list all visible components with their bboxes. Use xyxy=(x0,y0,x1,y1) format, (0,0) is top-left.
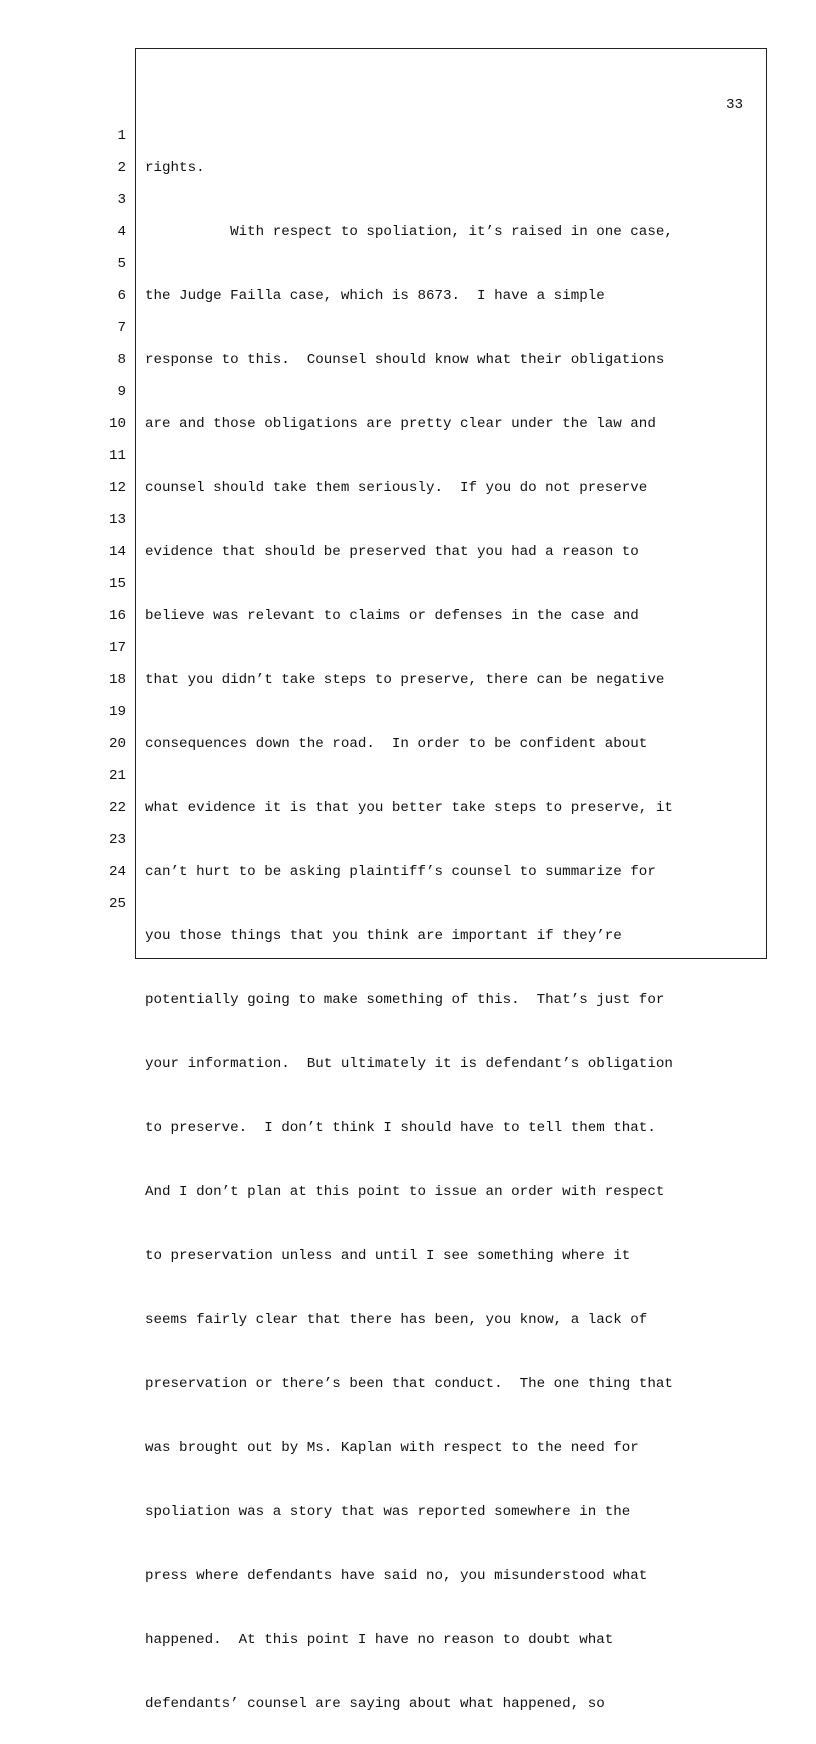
line-number: 9 xyxy=(117,384,126,400)
transcript-line: to preserve. I don’t think I should have to tell them that. xyxy=(145,1120,656,1136)
line-number: 12 xyxy=(108,480,126,496)
line-number: 16 xyxy=(108,608,126,624)
transcript-line: spoliation was a story that was reported somewhere in the xyxy=(145,1504,631,1520)
line-number: 7 xyxy=(117,320,126,336)
transcript-line: are and those obligations are pretty clear under the law and xyxy=(145,416,656,432)
line-number: 18 xyxy=(108,672,126,688)
line-number: 1 xyxy=(117,128,126,144)
transcript-line: preservation or there’s been that conduct. The one thing that xyxy=(145,1376,673,1392)
transcript-line: potentially going to make something of this. That’s just for xyxy=(145,992,665,1008)
transcript-line: And I don’t plan at this point to issue an order with respect xyxy=(145,1184,665,1200)
line-number: 20 xyxy=(108,736,126,752)
line-number: 23 xyxy=(108,832,126,848)
transcript-line: press where defendants have said no, you misunderstood what xyxy=(145,1568,648,1584)
line-number: 17 xyxy=(108,640,126,656)
line-number: 10 xyxy=(108,416,126,432)
line-number: 25 xyxy=(108,896,126,912)
transcript-line: you those things that you think are important if they’re xyxy=(145,928,622,944)
transcript-line: what evidence it is that you better take steps to preserve, it xyxy=(145,800,673,816)
line-number: 3 xyxy=(117,192,126,208)
transcript-line: was brought out by Ms. Kaplan with respect to the need for xyxy=(145,1440,639,1456)
line-number: 11 xyxy=(108,448,126,464)
transcript-line: can’t hurt to be asking plaintiff’s counsel to summarize for xyxy=(145,864,656,880)
line-number: 21 xyxy=(108,768,126,784)
transcript-line: response to this. Counsel should know what their obligations xyxy=(145,352,665,368)
transcript-line: consequences down the road. In order to be confident about xyxy=(145,736,648,752)
transcript-line: your information. But ultimately it is defendant’s obligation xyxy=(145,1056,673,1072)
line-number: 15 xyxy=(108,576,126,592)
line-number: 24 xyxy=(108,864,126,880)
transcript-line: rights. xyxy=(145,160,205,176)
line-number: 4 xyxy=(117,224,126,240)
transcript-line: seems fairly clear that there has been, you know, a lack of xyxy=(145,1312,648,1328)
transcript-line: evidence that should be preserved that you had a reason to xyxy=(145,544,639,560)
transcript-line: that you didn’t take steps to preserve, there can be negative xyxy=(145,672,665,688)
transcript-line: believe was relevant to claims or defenses in the case and xyxy=(145,608,639,624)
transcript-line: to preservation unless and until I see something where it xyxy=(145,1248,631,1264)
line-number: 6 xyxy=(117,288,126,304)
line-number: 2 xyxy=(117,160,126,176)
line-number: 8 xyxy=(117,352,126,368)
line-number: 13 xyxy=(108,512,126,528)
line-number: 19 xyxy=(108,704,126,720)
transcript-line: counsel should take them seriously. If you do not preserve xyxy=(145,480,648,496)
line-number-column xyxy=(96,128,126,928)
line-number: 22 xyxy=(108,800,126,816)
page-number: 33 xyxy=(725,97,743,113)
transcript-line: happened. At this point I have no reason to doubt what xyxy=(145,1632,614,1648)
transcript-line: the Judge Failla case, which is 8673. I have a simple xyxy=(145,288,605,304)
transcript-text xyxy=(145,128,755,1744)
transcript-line: defendants’ counsel are saying about what happened, so xyxy=(145,1696,605,1712)
line-number: 5 xyxy=(117,256,126,272)
transcript-line: With respect to spoliation, it’s raised in one case, xyxy=(145,224,673,240)
line-number: 14 xyxy=(108,544,126,560)
